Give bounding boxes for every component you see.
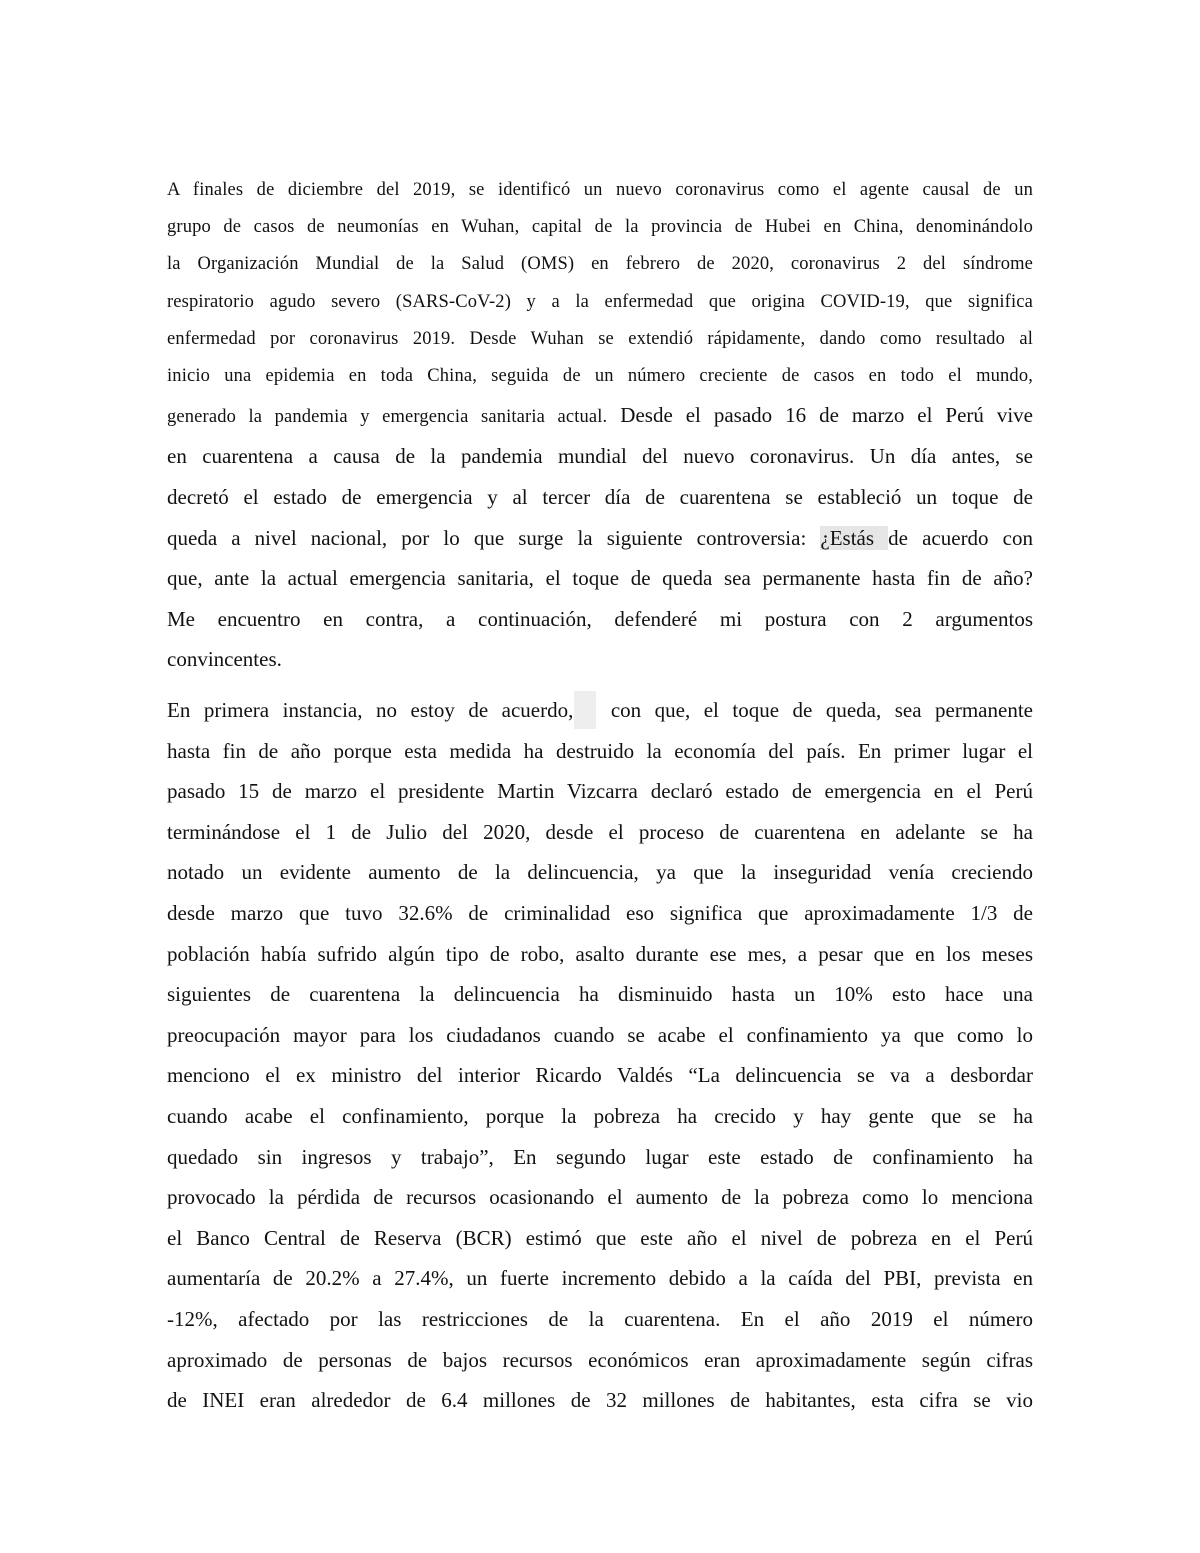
text-line: -12%, afectado por las restricciones de la cuarentena. En el año 2019 el número — [167, 1306, 1033, 1331]
text-line: convincentes. — [167, 647, 282, 672]
text-line-mixed — [167, 395, 1033, 436]
text-segment: con que, el toque de queda, sea permanente — [597, 698, 1033, 722]
text-line: inicio una epidemia en toda China, seguida de un número creciente de casos en todo el mundo, — [167, 366, 1033, 387]
text-line: preocupación mayor para los ciudadanos cuando se acabe el confinamiento ya que como lo — [167, 1022, 1033, 1047]
text-line: aproximado de personas de bajos recursos económicos eran aproximadamente según cifras — [167, 1347, 1033, 1372]
text-segment: de acuerdo con — [888, 525, 1033, 550]
text-line: siguientes de cuarentena la delincuencia ha disminuido hasta un 10% esto hace una — [167, 982, 1033, 1007]
text-line: A finales de diciembre del 2019, se identificó un nuevo coronavirus como el agente causal de un — [167, 180, 1033, 200]
text-line: terminándose el 1 de Julio del 2020, desde el proceso de cuarentena en adelante se ha — [167, 819, 1033, 844]
text-line: de INEI eran alrededor de 6.4 millones de 32 millones de habitantes, esta cifra se vio — [167, 1388, 1033, 1413]
text-line-with-highlight — [167, 518, 1033, 559]
text-cursor-mark[interactable] — [574, 691, 596, 729]
text-line: cuando acabe el confinamiento, porque la pobreza ha crecido y hay gente que se ha — [167, 1103, 1033, 1128]
text-line: Me encuentro en contra, a continuación, defenderé mi postura con 2 argumentos — [167, 606, 1033, 631]
text-line: población había sufrido algún tipo de robo, asalto durante ese mes, a pesar que en los meses — [167, 941, 1033, 966]
text-line: respiratorio agudo severo (SARS-CoV-2) y a la enfermedad que origina COVID-19, que significa — [167, 291, 1033, 312]
text-line: desde marzo que tuvo 32.6% de criminalidad eso significa que aproximadamente 1/3 de — [167, 900, 1033, 925]
text-line: el Banco Central de Reserva (BCR) estimó que este año el nivel de pobreza en el Perú — [167, 1225, 1033, 1250]
text-line: en cuarentena a causa de la pandemia mundial del nuevo coronavirus. Un día antes, se — [167, 444, 1033, 469]
text-segment: Desde el pasado 16 de marzo el Perú vive — [607, 403, 1033, 428]
text-segment: generado la pandemia y emergencia sanitaria actual. — [167, 407, 608, 428]
text-line: hasta fin de año porque esta medida ha destruido la economía del país. En primer lugar el — [167, 738, 1033, 763]
highlighted-text[interactable]: ¿Estás — [820, 525, 889, 550]
text-line: enfermedad por coronavirus 2019. Desde Wuhan se extendió rápidamente, dando como resultado al — [167, 328, 1033, 349]
text-line: que, ante la actual emergencia sanitaria, el toque de queda sea permanente hasta fin de año? — [167, 566, 1033, 591]
text-line-with-cursor — [167, 690, 1033, 731]
text-line: la Organización Mundial de la Salud (OMS) en febrero de 2020, coronavirus 2 del síndrome — [167, 254, 1033, 275]
paragraph-introduction — [167, 172, 1033, 680]
text-segment: queda a nivel nacional, por lo que surge la siguiente controversia: — [167, 525, 821, 550]
text-line: menciono el ex ministro del interior Ricardo Valdés “La delincuencia se va a desbordar — [167, 1063, 1033, 1088]
text-line: provocado la pérdida de recursos ocasionando el aumento de la pobreza como lo menciona — [167, 1185, 1033, 1210]
text-line: aumentaría de 20.2% a 27.4%, un fuerte incremento debido a la caída del PBI, prevista en — [167, 1266, 1033, 1291]
text-segment: En primera instancia, no estoy de acuerdo, — [167, 698, 574, 722]
text-line: grupo de casos de neumonías en Wuhan, capital de la provincia de Hubei en China, denominándolo — [167, 217, 1033, 238]
text-line: pasado 15 de marzo el presidente Martin Vizcarra declaró estado de emergencia en el Perú — [167, 779, 1033, 804]
paragraph-first-argument — [167, 690, 1033, 1421]
text-line: decretó el estado de emergencia y al tercer día de cuarentena se estableció un toque de — [167, 485, 1033, 510]
text-line: quedado sin ingresos y trabajo”, En segundo lugar este estado de confinamiento ha — [167, 1144, 1033, 1169]
text-line: notado un evidente aumento de la delincuencia, ya que la inseguridad venía creciendo — [167, 860, 1033, 885]
